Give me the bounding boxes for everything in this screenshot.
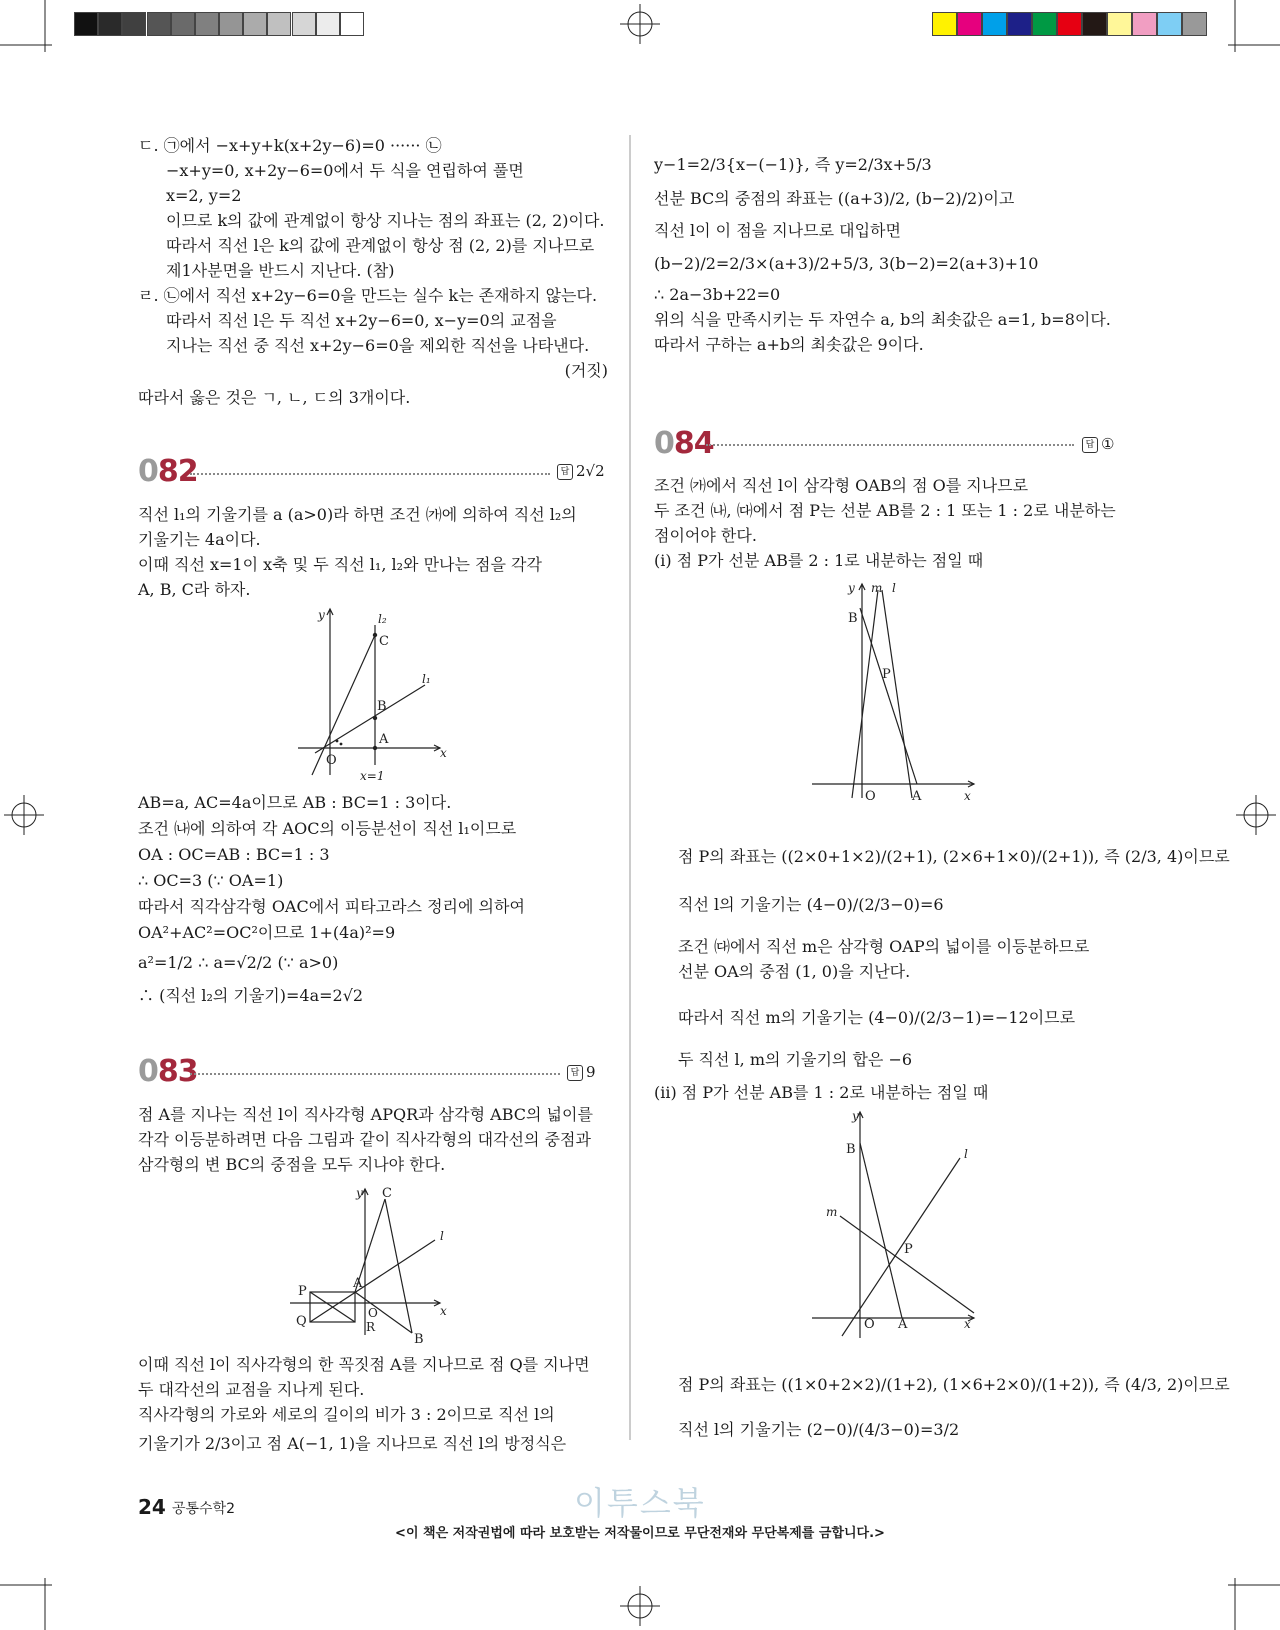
text-line: 이때 직선 l이 직사각형의 한 꼭짓점 A를 지나므로 점 Q를 지나면 <box>138 1355 590 1374</box>
text-line: 조건 ㈎에서 직선 l이 삼각형 OAB의 점 O를 지나므로 <box>654 476 1029 495</box>
result-label: (거짓) <box>564 361 608 380</box>
gray-swatch <box>195 12 219 36</box>
figure-083 <box>290 1185 460 1345</box>
answer-value: 2√2 <box>576 462 605 480</box>
section-084-header <box>654 426 714 466</box>
copyright-notice: <이 책은 저작권법에 따라 보호받는 저작물이므로 무단전재와 무단복제를 금합니다.> <box>395 1526 885 1541</box>
answer-icon: 답 <box>557 464 573 480</box>
label-x: x <box>440 1304 447 1318</box>
text-line: 두 대각선의 교점을 지나게 된다. <box>138 1380 365 1399</box>
text-line: 조건 ㈏에 의하여 각 AOC의 이등분선이 직선 l₁이므로 <box>138 819 517 838</box>
label-A: A <box>912 789 922 803</box>
label-B: B <box>377 699 387 714</box>
text-line: 기울기가 2/3이고 점 A(−1, 1)을 지나므로 직선 l의 방정식은 <box>138 1434 567 1453</box>
label-m: m <box>826 1205 838 1219</box>
answer-icon: 답 <box>1082 437 1098 453</box>
label-O: O <box>326 753 337 768</box>
text-line: OA²+AC²=OC²이므로 1+(4a)²=9 <box>138 923 396 942</box>
label-P: P <box>904 1242 913 1257</box>
gray-swatch <box>74 12 98 36</box>
text-line: 두 직선 l, m의 기울기의 합은 −6 <box>678 1050 913 1069</box>
text-line: y−1=2/3{x−(−1)}, 즉 y=2/3x+5/3 <box>654 155 932 174</box>
label-C: C <box>379 634 389 649</box>
text-line: 삼각형의 변 BC의 중점을 모두 지나야 한다. <box>138 1155 446 1174</box>
label-y: y <box>848 581 855 595</box>
text-line: AB=a, AC=4a이므로 AB : BC=1 : 3이다. <box>138 793 452 812</box>
text-line: 직선 l이 이 점을 지나므로 대입하면 <box>654 221 901 240</box>
answer-083 <box>567 1063 596 1081</box>
s083-body <box>138 1352 608 1461</box>
text-line: OA : OC=AB : BC=1 : 3 <box>138 845 330 864</box>
text-line: 두 조건 ㈏, ㈐에서 점 P는 선분 AB를 2 : 1 또는 1 : 2로 내분하는 <box>654 501 1116 520</box>
section-082-header <box>138 454 198 494</box>
label-y: y <box>356 1186 363 1200</box>
label-x: x <box>964 789 971 803</box>
text-line: x=2, y=2 <box>166 186 242 205</box>
section-number: 084 <box>654 426 714 461</box>
label-O: O <box>368 1306 378 1320</box>
label-O: O <box>864 1317 875 1332</box>
figure-082 <box>290 605 460 785</box>
text-line: ∴ 2a−3b+22=0 <box>654 285 781 304</box>
color-swatch <box>957 12 982 36</box>
case-heading: (ii) 점 P가 선분 AB를 1 : 2로 내분하는 점일 때 <box>654 1083 989 1102</box>
label-R: R <box>366 1320 376 1334</box>
label-A: A <box>353 1276 363 1291</box>
right-column-top <box>654 148 1124 357</box>
divider <box>190 1073 560 1075</box>
text-line: 따라서 구하는 a+b의 최솟값은 9이다. <box>654 335 924 354</box>
label-l: l <box>964 1147 968 1161</box>
s084-case2-heading <box>654 1080 1124 1105</box>
label-C: C <box>382 1186 392 1201</box>
s084-case1-body <box>678 838 1230 1072</box>
label-P: P <box>298 1284 307 1299</box>
label-l1: l₁ <box>422 672 431 686</box>
text-line: 따라서 직선 l은 k의 값에 관계없이 항상 점 (2, 2)를 지나므로 <box>166 236 595 255</box>
color-swatch <box>1082 12 1107 36</box>
section-number: 083 <box>138 1054 198 1089</box>
text-line: 직사각형의 가로와 세로의 길이의 비가 3 : 2이므로 직선 l의 <box>138 1405 555 1424</box>
label-B: B <box>414 1332 424 1345</box>
section-number: 082 <box>138 454 198 489</box>
text-line: 직선 l의 기울기는 (2−0)/(4/3−0)=3/2 <box>678 1420 960 1439</box>
s082-body <box>138 790 608 1012</box>
text-line: 이므로 k의 값에 관계없이 항상 지나는 점의 좌표는 (2, 2)이다. <box>166 211 605 230</box>
case-heading: (i) 점 P가 선분 AB를 2 : 1로 내분하는 점일 때 <box>654 551 984 570</box>
text-line: 이때 직선 x=1이 x축 및 두 직선 l₁, l₂와 만나는 점을 각각 <box>138 555 542 574</box>
text-line: 각각 이등분하려면 다음 그림과 같이 직사각형의 대각선의 중점과 <box>138 1130 591 1149</box>
left-column-top <box>138 133 608 410</box>
gray-swatch <box>98 12 122 36</box>
text-line: A, B, C라 하자. <box>138 580 251 599</box>
divider <box>190 473 550 475</box>
section-083-header <box>138 1054 198 1094</box>
page-number: 24 <box>138 1495 166 1519</box>
label-m: m <box>871 581 883 595</box>
answer-084 <box>1082 435 1114 453</box>
s084-intro <box>654 473 1124 573</box>
gray-swatch <box>340 12 364 36</box>
answer-value: ① <box>1101 435 1115 453</box>
label-B: B <box>848 611 858 626</box>
label-x1: x=1 <box>360 769 385 783</box>
text-line: 점이어야 한다. <box>654 526 757 545</box>
color-swatch <box>932 12 957 36</box>
text-line: 기울기는 4a이다. <box>138 530 261 549</box>
text-line: 직선 l의 기울기는 (4−0)/(2/3−0)=6 <box>678 895 944 914</box>
color-swatch <box>1057 12 1082 36</box>
answer-icon: 답 <box>567 1065 583 1081</box>
text-line: 점 P의 좌표는 ((1×0+2×2)/(1+2), (1×6+2×0)/(1+2)), 즉 (4/3, 2)이므로 <box>678 1375 1230 1394</box>
color-swatch <box>1032 12 1057 36</box>
label-O: O <box>865 789 876 803</box>
text-line: 위의 식을 만족시키는 두 자연수 a, b의 최솟값은 a=1, b=8이다. <box>654 310 1111 329</box>
label-y: y <box>852 1109 859 1123</box>
text-line: −x+y=0, x+2y−6=0에서 두 식을 연립하여 풀면 <box>166 161 524 180</box>
label-Q: Q <box>296 1314 307 1329</box>
label-y: y <box>318 608 325 622</box>
color-swatch <box>1007 12 1032 36</box>
text-line: 점 A를 지나는 직선 l이 직사각형 APQR과 삼각형 ABC의 넓이를 <box>138 1105 593 1124</box>
color-swatch <box>1107 12 1132 36</box>
text-line: 제1사분면을 반드시 지난다. (참) <box>166 261 395 280</box>
text-line: 따라서 직각삼각형 OAC에서 피타고라스 정리에 의하여 <box>138 897 525 916</box>
text-line: 따라서 직선 m의 기울기는 (4−0)/(2/3−1)=−12이므로 <box>678 1008 1076 1027</box>
conclusion: 따라서 옳은 것은 ㄱ, ㄴ, ㄷ의 3개이다. <box>138 388 411 407</box>
text-line: ∴ (직선 l₂의 기울기)=4a=2√2 <box>138 986 364 1005</box>
label-x: x <box>964 1317 971 1331</box>
gray-swatch <box>267 12 291 36</box>
text-line: 직선 l₁의 기울기를 a (a>0)라 하면 조건 ㈎에 의하여 직선 l₂의 <box>138 505 577 524</box>
label-x: x <box>440 746 447 760</box>
text-line: ㄷ. ㉠에서 −x+y+k(x+2y−6)=0 ······ ㉡ <box>138 136 442 155</box>
gray-swatch <box>292 12 316 36</box>
gray-swatch <box>171 12 195 36</box>
text-line: 따라서 직선 l은 두 직선 x+2y−6=0, x−y=0의 교점을 <box>166 311 557 330</box>
color-swatch <box>1132 12 1157 36</box>
text-line: ∴ OC=3 (∵ OA=1) <box>138 871 284 890</box>
gray-scale-bar <box>74 12 364 36</box>
s084-case2-body <box>678 1365 1230 1455</box>
text-line: (b−2)/2=2/3×(a+3)/2+5/3, 3(b−2)=2(a+3)+10 <box>654 254 1039 273</box>
s082-intro <box>138 502 608 602</box>
gray-swatch <box>147 12 171 36</box>
publisher-logo: 이투스북 <box>574 1484 706 1522</box>
label-A: A <box>379 732 389 747</box>
color-bar <box>932 12 1207 36</box>
gray-swatch <box>243 12 267 36</box>
s083-intro <box>138 1102 608 1177</box>
text-line: a²=1/2 ∴ a=√2/2 (∵ a>0) <box>138 953 339 972</box>
text-line: 선분 OA의 중점 (1, 0)을 지난다. <box>678 962 911 981</box>
gray-swatch <box>122 12 146 36</box>
color-swatch <box>1182 12 1207 36</box>
text-line: 선분 BC의 중점의 좌표는 ((a+3)/2, (b−2)/2)이고 <box>654 189 1015 208</box>
divider <box>706 444 1074 446</box>
figure-084-case1 <box>812 578 987 803</box>
label-A: A <box>898 1317 908 1332</box>
color-swatch <box>1157 12 1182 36</box>
label-l2: l₂ <box>378 612 387 626</box>
gray-swatch <box>219 12 243 36</box>
text-line: 지나는 직선 중 직선 x+2y−6=0을 제외한 직선을 나타낸다. <box>166 336 590 355</box>
answer-082 <box>557 462 605 480</box>
label-l: l <box>440 1229 444 1243</box>
color-swatch <box>982 12 1007 36</box>
label-B: B <box>846 1142 856 1157</box>
book-title: 공통수학2 <box>172 1501 236 1517</box>
text-line: 점 P의 좌표는 ((2×0+1×2)/(2+1), (2×6+1×0)/(2+1)), 즉 (2/3, 4)이므로 <box>678 847 1230 866</box>
answer-value: 9 <box>586 1063 596 1081</box>
label-l: l <box>892 581 896 595</box>
text-line: 조건 ㈐에서 직선 m은 삼각형 OAP의 넓이를 이등분하므로 <box>678 937 1090 956</box>
text-line: ㄹ. ㉡에서 직선 x+2y−6=0을 만드는 실수 k는 존재하지 않는다. <box>138 286 598 305</box>
label-P: P <box>882 667 891 682</box>
gray-swatch <box>316 12 340 36</box>
figure-084-case2 <box>812 1108 987 1343</box>
